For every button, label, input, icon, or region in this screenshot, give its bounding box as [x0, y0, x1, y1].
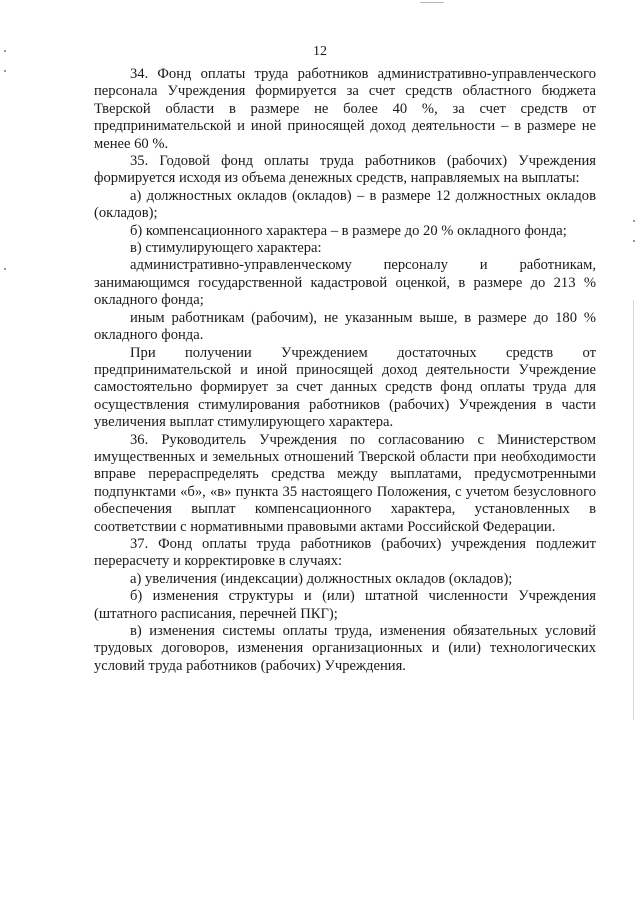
paragraph-34: 34. Фонд оплаты труда работников административно-управленческого персонала Учреждения формируется за счет средств областного бюджета Тверской области в размере не более 40 %, за счет средств от предпринимательской и иной приносящей доход деятельности – в размере не менее 60 %.	[94, 66, 596, 152]
scan-mark-right	[633, 300, 634, 720]
scan-mark-top	[420, 2, 444, 3]
document-body	[94, 66, 596, 675]
scan-dot-right	[633, 240, 635, 242]
paragraph-35: 35. Годовой фонд оплаты труда работников (рабочих) Учреждения формируется исходя из объема денежных средств, направляемых на выплаты:	[94, 153, 596, 187]
scan-dot-left	[4, 268, 6, 270]
scan-dot-right	[633, 220, 635, 222]
paragraph-37-item-b: б) изменения структуры и (или) штатной численности Учреждения (штатного расписания, перечней ПКГ);	[94, 588, 596, 622]
paragraph-35-income: При получении Учреждением достаточных средств от предпринимательской и иной приносящей доход деятельности Учреждение самостоятельно формирует за счет данных средств фонд оплаты труда для осуществления стимулирования работников (рабочих) Учреждения в части увеличения выплат стимулирующего характера.	[94, 344, 596, 431]
scan-dot-left	[4, 70, 6, 72]
paragraph-35-item-v: в) стимулирующего характера:	[130, 240, 322, 257]
page-number: 12	[313, 44, 327, 59]
paragraph-35-admin-staff: административно-управленческому персоналу и работникам, занимающимся государственной кадастровой оценкой, в размере до 213 % окладного фонда;	[94, 257, 596, 309]
paragraph-37-item-v: в) изменения системы оплаты труда, изменения обязательных условий трудовых договоров, изменения организационных и (или) технологических условий труда работников (рабочих) Учреждения.	[94, 623, 596, 674]
paragraph-36: 36. Руководитель Учреждения по согласованию с Министерством имущественных и земельных отношений Тверской области при необходимости вправе перераспределять средства между выплатами, предусмотренными подпунктами «б», «в» пункта 35 настоящего Положения, с учетом безусловного обеспечения выплат компенсационного характера, установленных в соответствии с нормативными правовыми актами Российской Федерации.	[94, 431, 596, 535]
paragraph-37: 37. Фонд оплаты труда работников (рабочих) учреждения подлежит перерасчету и корректировке в случаях:	[94, 535, 596, 570]
paragraph-35-item-b: б) компенсационного характера – в размере до 20 % окладного фонда;	[130, 222, 567, 239]
paragraph-35-other-staff: иным работникам (рабочим), не указанным выше, в размере до 180 % окладного фонда.	[94, 309, 596, 344]
paragraph-35-item-a: а) должностных окладов (окладов) – в размере 12 должностных окладов (окладов);	[94, 187, 596, 222]
paragraph-37-item-a: а) увеличения (индексации) должностных окладов (окладов);	[130, 570, 513, 587]
